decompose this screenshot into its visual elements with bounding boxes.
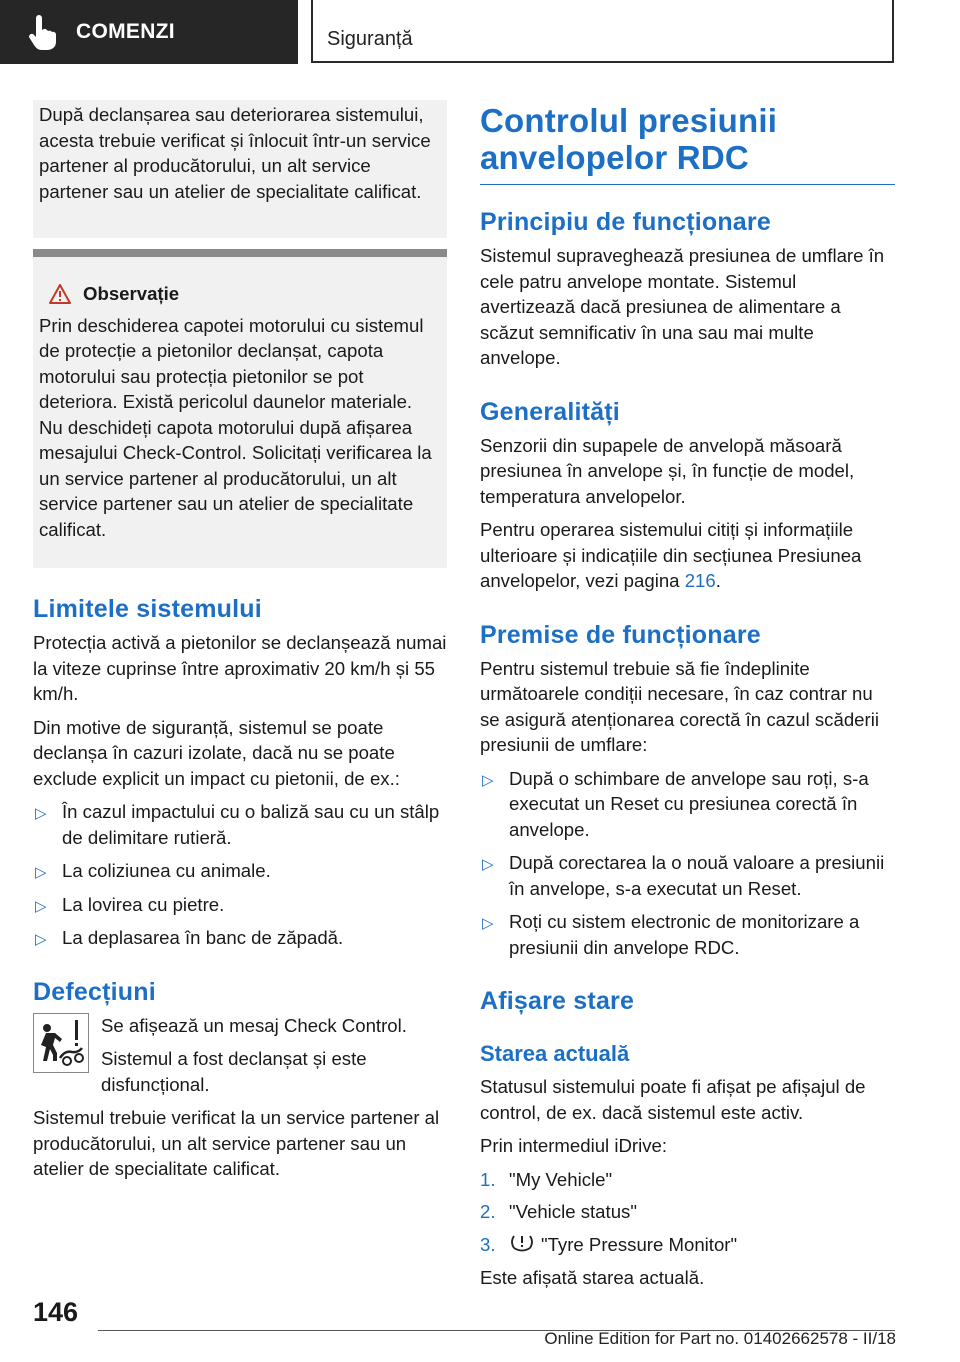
- step-item: 2. "Vehicle status": [480, 1201, 637, 1222]
- premises-list: [480, 766, 895, 961]
- limits-list: [33, 799, 447, 951]
- pedestrian-protection-icon: [33, 1013, 89, 1073]
- list-item: ▷ După o schimbare de anvelope sau roți, s-a executat un Reset cu presiunea corectă în anvelope.: [482, 767, 869, 840]
- footer-edition: Online Edition for Part no. 01402662578 - II/18: [544, 1329, 896, 1348]
- list-item: ▷ La coliziunea cu animale.: [33, 858, 447, 884]
- triangle-bullet-icon: ▷: [35, 897, 47, 915]
- premises-paragraph: Pentru sistemul trebuie să fie îndeplinite următoarele condiții necesare, în caz contrar nu se asigură atenționarea corectă în cazul scăderii presiunii de umflare:: [480, 657, 879, 755]
- chapter-title: Controlul presiunii anvelopelor RDC: [480, 102, 778, 176]
- list-item: ▷ La deplasarea în banc de zăpadă.: [33, 925, 447, 951]
- step-item: 1. "My Vehicle": [480, 1168, 613, 1190]
- triangle-bullet-icon: ▷: [35, 864, 47, 881]
- warning-header: [39, 281, 441, 307]
- list-item: ▷ După corectarea la o nouă valoare a presiunii în anvelope, s-a executat un Reset.: [482, 852, 885, 899]
- warning-text: Prin deschiderea capotei motorului cu sistemul de protecție a pietonilor declanșat, capota motorului sau protecția pietonilor se pot deteriora. Există pericolul daunelor materiale. Nu deschideți capota motorului după afișarea mesajului Check-Control. Solicitați verificarea la un service partener al producătorului, un alt service partener sau un atelier de specialitate calificat.: [39, 314, 432, 540]
- limits-paragraph-2: Din motive de siguranță, sistemul se poate declanșa în cazuri izolate, dacă nu se poate exclude explicit un impact cu pietonii, de ex.:: [33, 716, 400, 789]
- page-link[interactable]: 216: [684, 570, 716, 591]
- defects-message-1: Se afișează un mesaj Check Control.: [101, 1014, 407, 1036]
- warning-box: [33, 257, 447, 568]
- limits-paragraph-1: Protecția activă a pietonilor se declanșează numai la viteze cuprinse între aproximativ 20 km/h și 55 km/h.: [33, 632, 447, 704]
- left-column: [33, 100, 447, 1190]
- section-tab-commands[interactable]: [0, 0, 298, 64]
- warning-title: Observație: [83, 283, 180, 304]
- status-heading: Afișare stare: [480, 987, 635, 1015]
- section-header: [311, 0, 894, 63]
- general-paragraph-1: Senzorii din supapele de anvelopă măsoară presiunea în anvelope și, în funcție de model, temperatura anvelopelor.: [480, 434, 855, 507]
- step-item: 3. "Tyre Pressure Monitor": [480, 1233, 738, 1255]
- triangle-bullet-icon: ▷: [482, 771, 494, 789]
- current-paragraph-2: Prin intermediul iDrive:: [480, 1135, 668, 1156]
- warning-triangle-icon: [49, 284, 71, 304]
- tyre-pressure-icon: [509, 1233, 535, 1255]
- defects-heading: Defecțiuni: [33, 977, 156, 1006]
- triangle-bullet-icon: ▷: [35, 931, 47, 948]
- title-rule: [480, 184, 895, 185]
- limits-heading: Limitele sistemului: [33, 595, 262, 623]
- defects-message-2: Sistemul a fost declanșat și este disfuncțional.: [101, 1048, 367, 1095]
- triangle-bullet-icon: ▷: [35, 805, 47, 822]
- list-item: ▷ În cazul impactului cu o baliză sau cu un stâlp de delimitare rutieră.: [35, 801, 440, 848]
- right-column: [480, 102, 895, 1299]
- idrive-steps: [480, 1167, 895, 1258]
- check-control-message: [33, 1013, 447, 1106]
- principle-paragraph: Sistemul supraveghează presiunea de umflare în cele patru anvelope montate. Sistemul avertizează dacă presiunea de alimentare a scăzut semnificativ în una sau mai multe anvelope.: [480, 245, 885, 368]
- page-number: 146: [33, 1297, 79, 1327]
- list-item: ▷ Roți cu sistem electronic de monitorizare a presiunii din anvelope RDC.: [482, 911, 860, 958]
- list-item: ▷ La lovirea cu pietre.: [33, 892, 447, 918]
- current-paragraph-1: Statusul sistemului poate fi afișat pe afișajul de control, de ex. dacă sistemul este activ.: [480, 1076, 866, 1123]
- note-box: [33, 100, 447, 238]
- section-title: Siguranță: [327, 28, 413, 50]
- tab-label: COMENZI: [76, 20, 175, 43]
- principle-heading: Principiu de funcționare: [480, 208, 771, 236]
- triangle-bullet-icon: ▷: [482, 856, 494, 873]
- warning-divider: [33, 249, 447, 257]
- pointing-hand-icon: [22, 12, 62, 52]
- defects-paragraph: Sistemul trebuie verificat la un service partener al producătorului, un alt service partener sau un atelier de specialitate calificat.: [33, 1107, 440, 1179]
- general-paragraph-2: Pentru operarea sistemului citiți și informațiile ulterioare și indicațiile din secțiunea Presiunea anvelopelor, vezi pagina 216.: [480, 519, 862, 591]
- note-text: După declanșarea sau deteriorarea sistemului, acesta trebuie verificat și înlocuit într-un service partener al producătorului, un alt service partener sau un atelier de specialitate calificat.: [39, 104, 431, 202]
- general-heading: Generalități: [480, 397, 620, 426]
- current-paragraph-3: Este afișată starea actuală.: [480, 1267, 705, 1288]
- triangle-bullet-icon: ▷: [482, 915, 494, 932]
- current-status-heading: Starea actuală: [480, 1041, 630, 1066]
- premises-heading: Premise de funcționare: [480, 620, 761, 649]
